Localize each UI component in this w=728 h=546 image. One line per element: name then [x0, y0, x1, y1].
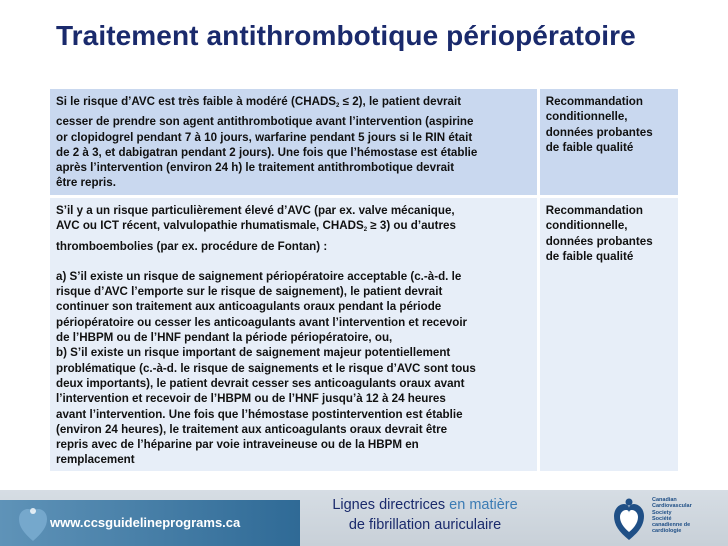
recommendation-grade-cell: Recommandation conditionnelle, données probantes de faible qualité [540, 198, 678, 471]
table-row [50, 198, 678, 471]
heart-logo-icon [18, 505, 48, 543]
recommendation-text-cell: S’il y a un risque particulièrement élevé d’AVC (par ex. valve mécanique, AVC ou ICT récent, valvulopathie rhumatismale, $CHADS_2 \ge 3$) ou d’autres thromboembolies (par ex. procédure de Fontan) : a) S’il existe un risque de saignement périopératoire acceptable (c.-à-d. le risque d’AVC l’emporte sur le risque de saignement), le patient devrait continuer son traitement aux anticoagulants oraux pendant la période périopératoire ou cesser les anticoagulants avant l’intervention et recevoir de l’HBPM ou de l’HNF pendant la période périopératoire, ou, b) S’il existe un risque important de saignement majeur potentiellement problématique (c.-à-d. le risque de saignements et le risque d’AVC sont tous deux importants), le patient devrait cesser ses anticoagulants oraux avant l’intervention et recevoir de l’HBPM ou de l’HNF jusqu’à 12 à 24 heures avant l’intervention. Une fois que l’hémostase postintervention est établie (environ 24 heures), le traitement aux anticoagulants oraux devrait être repris avec de l’héparine par voie intraveineuse ou de la HBPM en remplacement [50, 198, 540, 471]
recommendations-table [50, 89, 678, 471]
slide-title: Traitement antithrombotique périopératoire [56, 20, 636, 51]
recommendation-text-cell: Si le risque d’AVC est très faible à modéré $(CHADS_2 \le 2)$, le patient devrait cesser de prendre son agent antithrombotique avant l’intervention (aspirine or clopidogrel pendant 7 à 10 jours, warfarine pendant 5 jours si le RIN était de 2 à 3, et dabigatran pendant 2 jours). Une fois que l’hémostase est établie après l’intervention (environ 24 h) le traitement antithrombotique devrait être repris. [50, 89, 540, 198]
ccs-logo-text: Canadian Cardiovascular Society Société canadienne de cardiologie [652, 497, 692, 535]
footer-url[interactable]: www.ccsguidelineprograms.ca [50, 515, 241, 530]
ccs-logo-icon [612, 498, 646, 542]
recommendation-grade-cell: Recommandation conditionnelle, données probantes de faible qualité [540, 89, 678, 198]
table-row [50, 89, 678, 198]
footer-program-title: Lignes directrices en matière de fibrillation auriculaire [332, 497, 518, 533]
